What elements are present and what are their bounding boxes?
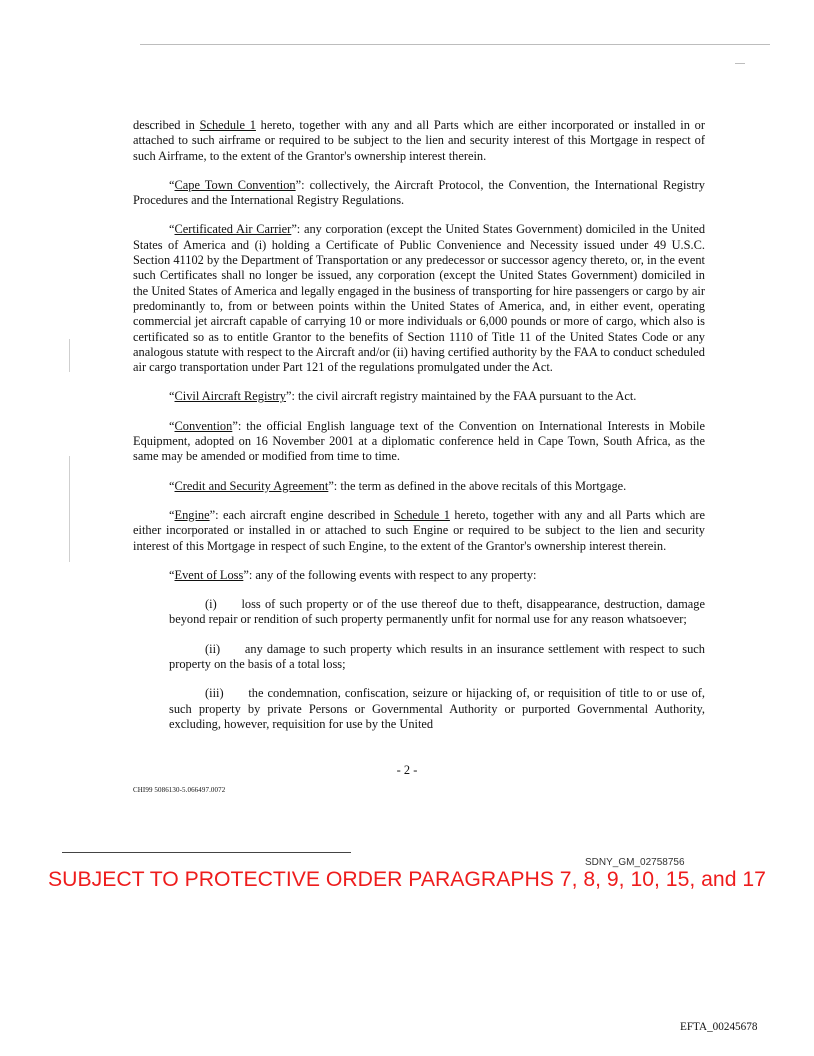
text-run: “ bbox=[169, 418, 175, 433]
list-item bbox=[169, 642, 705, 673]
text-run: “ bbox=[169, 389, 175, 404]
text-run: ”: any of the following events with respect to any property: bbox=[243, 567, 537, 582]
text-run: ”: any corporation (except the United States Government) domiciled in the United States of America and (i) holding a Certificate of Public Convenience and Necessity issued under 49 U.S.C. Section 41102 by the Department of Transportation or any predecessor or successor agency thereto, or, in the event such Certificates shall no longer be issued, any corporation (except the United States Government) domiciled in the United States of America and legally engaged in the business of transporting for hire passengers or cargo by air predominantly to, from or between points within the United States of America, and, in either event, operating commercial jet aircraft capable of carrying 10 or more individuals or 6,000 pounds or more of cargo, which also is certificated so as to entitle Grantor to the benefits of Section 1110 of Title 11 of the United States Code or any analogous statute with respect to the Aircraft and/or (ii) having certified authority by the FAA to conduct scheduled air cargo transportation under Part 121 of the regulations promulgated under the Act. bbox=[133, 222, 706, 375]
defined-term: Engine bbox=[174, 507, 210, 522]
paragraph bbox=[133, 178, 705, 209]
scan-artifact-line bbox=[140, 44, 770, 45]
text-run: (i) loss of such property or of the use thereof due to theft, disappearance, destruction, damage beyond repair or rendition of such property permanently unfit for normal use for any reason whatsoever; bbox=[169, 597, 705, 627]
protective-order-notice: SUBJECT TO PROTECTIVE ORDER PARAGRAPHS 7, 8, 9, 10, 15, and 17 bbox=[48, 868, 766, 891]
text-run: “ bbox=[169, 222, 175, 237]
defined-term: Cape Town Convention bbox=[174, 177, 296, 192]
defined-term: Convention bbox=[174, 418, 233, 433]
scan-artifact-tick bbox=[735, 63, 745, 64]
list-item bbox=[169, 597, 705, 628]
text-run: ”: the official English language text of the Convention on International Interests in Mobile Equipment, adopted on 16 November 2001 at a diplomatic conference held in Cape Town, South Africa, as the same may be amended or modified from time to time. bbox=[133, 418, 705, 464]
defined-term: Credit and Security Agreement bbox=[174, 478, 329, 493]
text-run: described in bbox=[133, 118, 200, 132]
text-run: (iii) the condemnation, confiscation, seizure or hijacking of, or requisition of title to or use of, such property by private Persons or Governmental Authority or purported Governmental Authority, excluding, however, requisition for use by the United bbox=[169, 686, 705, 731]
document-id: CHI99 5086130-5.066497.0072 bbox=[133, 786, 226, 794]
paragraph bbox=[133, 508, 705, 554]
list-item bbox=[169, 686, 705, 732]
defined-term: Certificated Air Carrier bbox=[174, 222, 292, 237]
paragraph bbox=[133, 389, 705, 404]
paragraph bbox=[133, 479, 705, 494]
text-run: “ bbox=[169, 177, 175, 192]
paragraph bbox=[133, 118, 705, 164]
text-run: “ bbox=[169, 567, 175, 582]
text-run: (ii) any damage to such property which results in an insurance settlement with respect to such property on the basis of a total loss; bbox=[169, 641, 705, 672]
text-run: hereto, together with any and all Parts which are either incorporated or installed in or attached to such Engine or required to be subject to the lien and security interest of this Mortgage in respect of such Engine, to the extent of the Grantor's ownership interest therein. bbox=[133, 507, 705, 553]
text-run: “ bbox=[169, 507, 175, 522]
defined-term: Schedule 1 bbox=[199, 118, 256, 132]
margin-line bbox=[69, 339, 70, 372]
footer-divider bbox=[62, 852, 351, 853]
efta-number: EFTA_00245678 bbox=[680, 1021, 758, 1033]
bates-number: SDNY_GM_02758756 bbox=[585, 857, 685, 868]
defined-term: Civil Aircraft Registry bbox=[174, 389, 286, 404]
paragraph bbox=[133, 419, 705, 465]
defined-term: Event of Loss bbox=[174, 567, 244, 582]
paragraph bbox=[133, 222, 705, 375]
text-run: ”: the term as defined in the above recitals of this Mortgage. bbox=[328, 478, 627, 493]
defined-term: Schedule 1 bbox=[393, 507, 450, 522]
text-run: hereto, together with any and all Parts which are either incorporated or installed in or attached to such airframe or required to be subject to the lien and security interest of this Mortgage in respect of such Airframe, to the extent of the Grantor's ownership interest therein. bbox=[133, 118, 705, 163]
page-number: - 2 - bbox=[396, 763, 418, 777]
text-run: ”: collectively, the Aircraft Protocol, the Convention, the International Registry Procedures and the International Registry Regulations. bbox=[133, 177, 705, 208]
text-run: ”: each aircraft engine described in bbox=[209, 507, 394, 522]
document-body bbox=[133, 118, 705, 746]
paragraph bbox=[133, 568, 705, 583]
text-run: “ bbox=[169, 478, 175, 493]
margin-line bbox=[69, 456, 70, 562]
text-run: ”: the civil aircraft registry maintained by the FAA pursuant to the Act. bbox=[286, 389, 637, 404]
